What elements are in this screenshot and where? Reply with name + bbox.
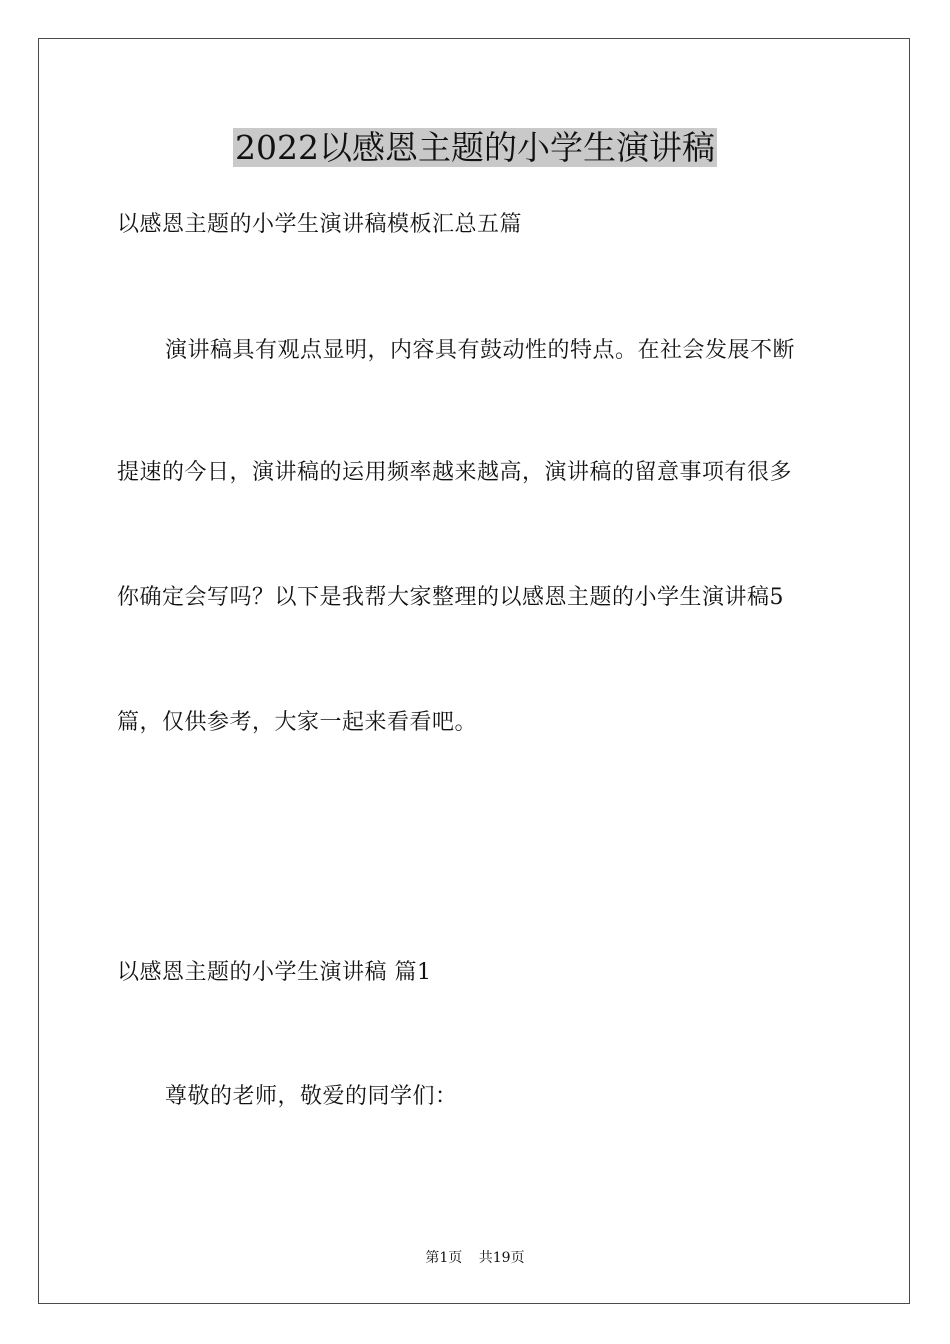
section-heading: 以感恩主题的小学生演讲稿 篇1 bbox=[117, 960, 432, 985]
document-title bbox=[0, 128, 950, 168]
greeting-line: 尊敬的老师，敬爱的同学们： bbox=[165, 1084, 458, 1109]
page-total: 共19页 bbox=[478, 1250, 525, 1266]
page-footer bbox=[0, 1249, 950, 1267]
paragraph-line-4: 篇，仅供参考，大家一起来看看吧。 bbox=[117, 710, 478, 735]
document-title-text: 2022以感恩主题的小学生演讲稿 bbox=[235, 128, 715, 167]
paragraph-line-1: 演讲稿具有观点显明，内容具有鼓动性的特点。在社会发展不断 bbox=[165, 338, 796, 363]
paragraph-line-3: 你确定会写吗？以下是我帮大家整理的以感恩主题的小学生演讲稿5 bbox=[117, 585, 784, 610]
page-number: 第1页 bbox=[425, 1250, 463, 1266]
paragraph-line-2: 提速的今日，演讲稿的运用频率越来越高，演讲稿的留意事项有很多 bbox=[117, 460, 793, 485]
document-subtitle: 以感恩主题的小学生演讲稿模板汇总五篇 bbox=[117, 212, 523, 237]
